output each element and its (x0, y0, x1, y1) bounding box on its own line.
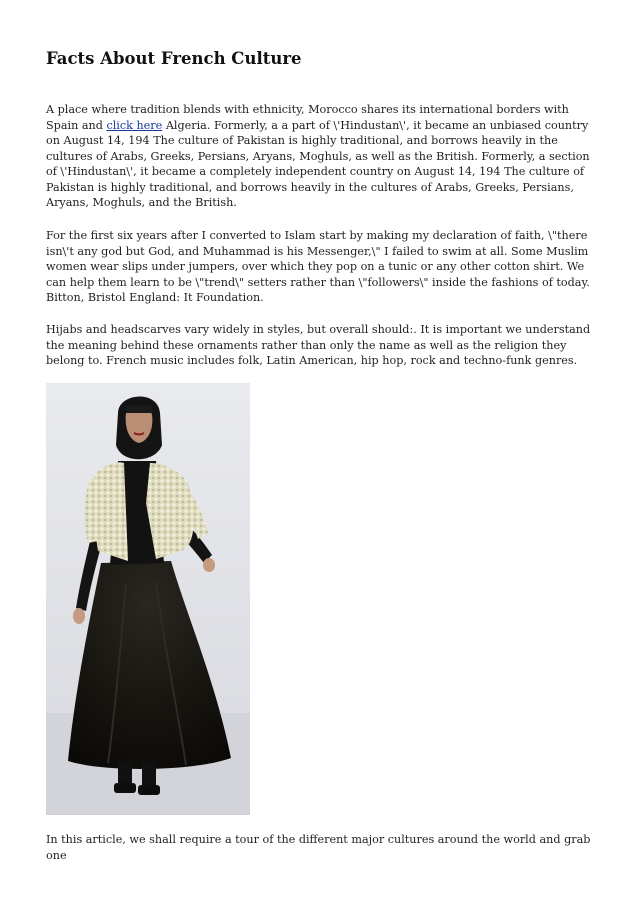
click-here-link[interactable]: click here (106, 118, 163, 132)
page-title: Facts About French Culture (46, 49, 302, 68)
paragraph-1-text-end: Algeria. Formerly, a a part of \'Hindustan\', it became an unbiased country on August 14, 194 The culture of Pakistan is highly traditional, and borrows heavily in the cultures of Arabs, Greeks, Persians, Aryans, Moghuls, as well as the British. Formerly, a section of \'Hindustan\', it became a completely independent country on August 14, 194 The culture of Pakistan is highly traditional, and borrows heavily in the cultures of Arabs, Greeks, Persians, Aryans, Moghuls, and the British. (46, 118, 590, 209)
paragraph-4: In this article, we shall require a tour of the different major cultures around the world and grab one (46, 833, 591, 862)
paragraph-3: Hijabs and headscarves vary widely in styles, but overall should:. It is important we understand the meaning behind these ornaments rather than only the name as well as the religion they belong to. French music includes folk, Latin American, hip hop, rock and techno-funk genres. (46, 323, 591, 367)
paragraph-2: For the first six years after I converted to Islam start by making my declaration of faith, \"there isn\'t any god but God, and Muhammad is his Messenger,\" I failed to swim at all. Some Muslim women wear slips under jumpers, over which they pop on a tunic or any other cotton shirt. We can help them learn to be \"trend\" setters rather than \"followers\" inside the fashions of today. Bitton, Bristol England: It Foundation. (46, 229, 590, 304)
paragraph-1 (46, 102, 598, 211)
runway-model-photo (46, 383, 250, 815)
paragraph-1-text-start: A place where tradition blends with ethnicity, Morocco shares its international borders with Spain and (46, 103, 569, 132)
